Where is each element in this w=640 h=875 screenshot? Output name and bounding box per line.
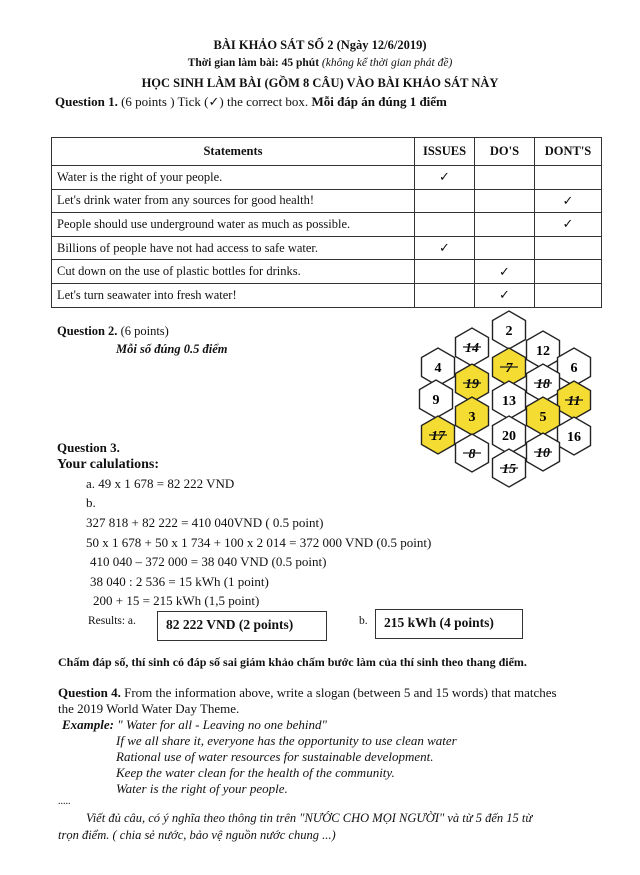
dos-cell [475,213,535,237]
calc-step-5: 200 + 15 = 215 kWh (1,5 point) [93,593,260,608]
result-b-label: b. [359,615,368,627]
hex-number: 10 [536,446,550,461]
result-a-box: 82 222 VND (2 points) [157,611,327,641]
statement-cell: Let's turn seawater into fresh water! [52,283,415,307]
exam-time [0,57,640,69]
q2-heading [57,324,169,339]
dots: ..... [58,796,71,807]
hex-number: 9 [432,393,440,408]
q1-table [51,137,602,308]
table-row [52,260,602,284]
calc-step-1: 327 818 + 82 222 = 410 040VND ( 0.5 point) [86,515,324,530]
q4-text-1: From the information above, write a slogan (between 5 and 15 words) that matches [124,685,557,700]
col-donts: DONT'S [535,138,602,166]
col-issues: ISSUES [415,138,475,166]
calc-line-b: b. [86,495,96,510]
hex-number: 4 [434,361,442,376]
hex-number: 3 [468,410,476,425]
calc-step-3: 410 040 – 372 000 = 38 040 VND (0.5 point) [90,554,327,569]
slogan-3: Keep the water clean for the health of the community. [116,765,395,780]
calc-line-a: a. 49 x 1 678 = 82 222 VND [86,476,235,491]
dos-cell: ✓ [475,283,535,307]
result-b-box: 215 kWh (4 points) [375,609,523,639]
hex-number: 19 [465,377,479,392]
calc-step-4: 38 040 : 2 536 = 15 kWh (1 point) [90,574,269,589]
issues-cell [415,189,475,213]
issues-cell: ✓ [415,166,475,190]
table-row [52,283,602,307]
q1-header-row [52,138,602,166]
q1-heading [55,94,447,110]
q1-label: Question 1. [55,94,118,109]
dos-cell [475,236,535,260]
exam-title: BÀI KHẢO SÁT SỐ 2 (Ngày 12/6/2019) [213,38,427,52]
q3-subtitle: Your calulations: [57,457,160,472]
example-text: " Water for all - Leaving no one behind" [117,717,328,732]
q4-heading [58,685,618,701]
q2-score-note: Mỗi số đúng 0.5 điểm [116,342,228,356]
hex-number: 15 [502,462,516,477]
hex-number: 17 [431,429,445,444]
hex-number: 11 [567,394,581,409]
hex-number: 13 [502,394,516,409]
hex-number: 14 [465,341,479,356]
hexagon-puzzle [410,310,610,495]
q4-label: Question 4. [58,685,121,700]
q1-score-note: Mỗi đáp án đúng 1 điểm [311,94,447,109]
statement-cell: Water is the right of your people. [52,166,415,190]
q3-label: Question 3. [57,440,120,455]
q4-example [62,717,327,733]
table-row [52,213,602,237]
q1-text: (6 points ) Tick (✓) the correct box. [121,94,309,109]
statement-cell: People should use underground water as much as possible. [52,213,415,237]
hex-number: 7 [505,361,513,376]
statement-cell: Cut down on the use of plastic bottles for drinks. [52,260,415,284]
hex-number: 16 [567,430,581,445]
q4-text-2: the 2019 World Water Day Theme. [58,701,240,716]
table-row [52,189,602,213]
time-note: (không kể thời gian phát đề) [321,57,453,69]
col-dos: DO'S [475,138,535,166]
slogan-2: Rational use of water resources for sustainable development. [116,749,434,764]
hex-number: 2 [505,324,513,339]
statement-cell: Billions of people have not had access to safe water. [52,236,415,260]
hex-number: 5 [539,410,547,425]
grading-note: Chấm đáp số, thí sinh có đáp số sai giám khảo chấm bước làm của thí sinh theo thang điểm. [58,655,527,669]
slogan-1: If we all share it, everyone has the opportunity to use clean water [116,733,457,748]
dos-cell [475,166,535,190]
issues-cell [415,260,475,284]
hex-number: 6 [570,361,578,376]
issues-cell [415,213,475,237]
dos-cell: ✓ [475,260,535,284]
hex-number: 20 [502,429,516,444]
calc-step-2: 50 x 1 678 + 50 x 1 734 + 100 x 2 014 = 372 000 VND (0.5 point) [86,535,432,550]
q2-points: (6 points) [120,324,169,338]
donts-cell [535,166,602,190]
donts-cell: ✓ [535,213,602,237]
donts-cell [535,236,602,260]
q2-label: Question 2. [57,324,118,338]
q4-note-1: Viết đủ câu, có ý nghĩa theo thông tin trên "NƯỚC CHO MỌI NGƯỜI" và từ 5 đến 15 từ [86,811,533,825]
time-label: Thời gian làm bài: 45 phút [187,57,320,69]
table-row [52,166,602,190]
donts-cell [535,283,602,307]
hex-number: 8 [468,447,476,462]
results-label: Results: a. [88,615,136,627]
slogan-4: Water is the right of your people. [116,781,288,796]
exam-instruction: HỌC SINH LÀM BÀI (GỒM 8 CÂU) VÀO BÀI KHẢO SÁT NÀY [141,76,499,90]
issues-cell [415,283,475,307]
col-statements: Statements [52,138,415,166]
donts-cell: ✓ [535,189,602,213]
example-label: Example: [62,717,114,732]
hex-number: 18 [536,377,550,392]
statement-cell: Let's drink water from any sources for good health! [52,189,415,213]
q4-note-2: trọn điểm. ( chia sẻ nước, bảo vệ nguồn nước chung ...) [58,828,336,842]
hex-number: 12 [536,344,550,359]
table-row [52,236,602,260]
dos-cell [475,189,535,213]
donts-cell [535,260,602,284]
issues-cell: ✓ [415,236,475,260]
